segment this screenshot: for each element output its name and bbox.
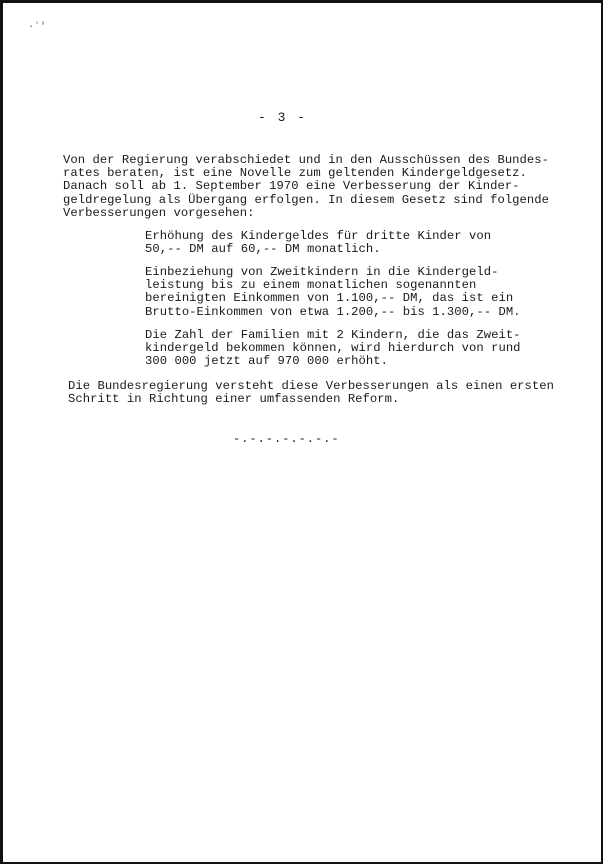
item-line: kindergeld bekommen können, wird hierdurch von rund <box>145 341 521 356</box>
item-line: Brutto-Einkommen von etwa 1.200,-- bis 1.300,-- DM. <box>145 304 521 319</box>
page-number: - 3 - <box>258 110 308 125</box>
closing-paragraph <box>68 380 554 406</box>
scan-specks: ·ʼ' <box>28 22 47 33</box>
intro-paragraph <box>63 154 549 220</box>
intro-line: geldregelung als Übergang erfolgen. In diesem Gesetz sind folgende <box>63 192 550 207</box>
item-line: Die Zahl der Familien mit 2 Kindern, die das Zweit- <box>145 328 521 342</box>
measure-item-families-count <box>145 329 521 369</box>
measure-item-child-allowance-increase <box>145 230 491 256</box>
closing-line: Schritt in Richtung einer umfassenden Reform. <box>68 392 400 407</box>
item-line: leistung bis zu einem monatlichen sogenannten <box>145 278 477 293</box>
intro-line: Verbesserungen vorgesehen: <box>63 205 255 220</box>
item-line: 50,-- DM auf 60,-- DM monatlich. <box>145 242 381 257</box>
item-line: Erhöhung des Kindergeldes für dritte Kinder von <box>145 229 492 243</box>
item-line: Einbeziehung von Zweitkindern in die Kindergeld- <box>145 265 499 279</box>
intro-line: Von der Regierung verabschiedet und in den Ausschüssen des Bundes- <box>63 153 550 167</box>
measure-item-second-children <box>145 266 521 319</box>
item-line: bereinigten Einkommen von 1.100,-- DM, das ist ein <box>145 291 514 306</box>
end-separator: -.-.-.-.-.-.- <box>233 432 340 446</box>
closing-line: Die Bundesregierung versteht diese Verbesserungen als einen ersten <box>68 379 555 393</box>
intro-line: rates beraten, ist eine Novelle zum geltenden Kindergeldgesetz. <box>63 166 527 181</box>
intro-line: Danach soll ab 1. September 1970 eine Verbesserung der Kinder- <box>63 179 520 194</box>
item-line: 300 000 jetzt auf 970 000 erhöht. <box>145 354 389 369</box>
